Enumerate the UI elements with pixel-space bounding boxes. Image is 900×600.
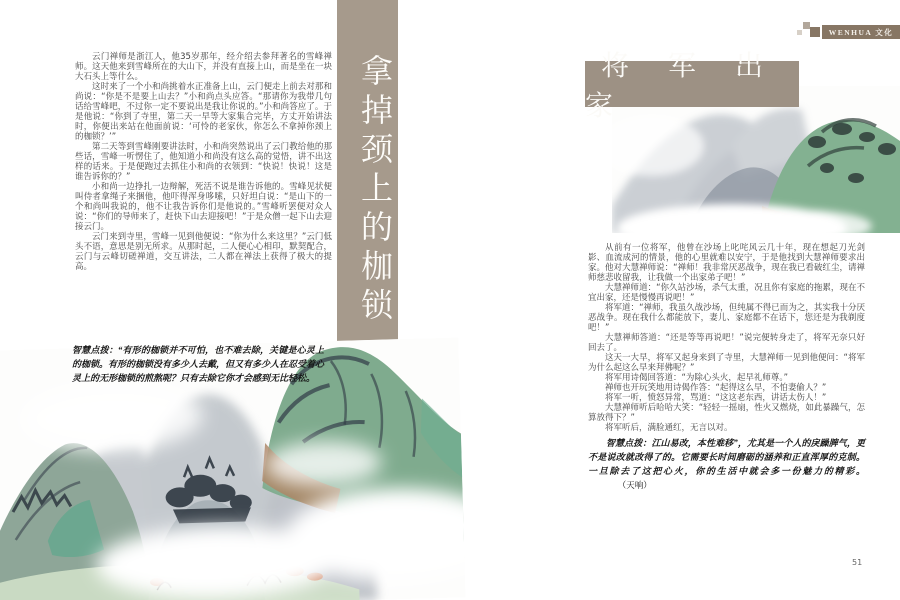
section-label: WENHUA 文化: [828, 27, 894, 37]
checker-square-icon: [797, 30, 802, 35]
article-paragraph: 大慧禅师听后哈哈大笑：“轻轻一摇扇，性火又燃烧，如此暴躁气，怎算放得下？”: [588, 403, 865, 423]
article-paragraph: 禅师也开玩笑地用诗偈作答：“起得这么早，不怕妻偷人？”: [605, 383, 827, 393]
article-paragraph: 将军听后，满脸通红，无言以对。: [605, 423, 733, 433]
left-article-title: 拿掉颈上的枷锁: [357, 54, 393, 327]
article-paragraph: 从前有一位将军，他曾在沙场上叱咤风云几十年，现在想起刀光剑影、血流成河的情景，他的心里就难以安宁，于是他找到大慧禅师要求出家。他对大慧禅师说：“禅师！我非常厌恶战争，现在我已看破红尘，请禅师慈悲收留我，让我做一个出家弟子吧！”: [588, 243, 865, 283]
article-paragraph: 小和尚一边挣扎一边辩解，死活不说是谁告诉他的。雪峰见状便叫侍者拿绳子来捆他，他吓得浑身哆嗦，只好坦白说：“是山下的一个和尚叫我说的，他不让我告诉你们是他说的。”雪峰听罢便对众人说：“你们的导师来了，赶快下山去迎接吧！”于是众僧一起下山去迎接云门。: [75, 182, 332, 232]
right-article-title-bar: [585, 51, 799, 122]
right-article-body: [588, 243, 865, 493]
section-header: [790, 16, 900, 42]
right-article-title: 将 军 出 家: [585, 51, 780, 122]
article-paragraph: 将军一听，愤怒异常，骂道：“这这老东西，讲话太伤人！”: [605, 393, 827, 403]
article-paragraph: 将军用诗偈回答道：“为除心头火，起早礼师尊。”: [605, 373, 789, 383]
article-paragraph: 云门来到寺里，雪峰一见到他便说：“你为什么来这里？”云门低头不语，意思是别无所求。从那时起，二人便心心相印，默契配合，云门与云峰切磋禅道，交互讲法，二人都在禅法上获得了极大的提高。: [75, 232, 332, 272]
left-article-title-bar: [337, 0, 398, 348]
left-article-body: [75, 52, 332, 272]
article-paragraph: 大慧禅师道：“你久站沙场，杀气太重，况且你有家庭的拖累，现在不宜出家，还是慢慢再说吧！”: [588, 283, 865, 303]
article-paragraph: 大慧禅师答道：“还是等等再说吧！”说完便转身走了，将军无奈只好回去了。: [588, 333, 865, 353]
page-number: 51: [852, 558, 863, 567]
article-paragraph: 第二天等到雪峰刚要讲法时，小和尚突然说出了云门教给他的那些话，雪峰一听愣住了，他知道小和尚没有这么高的觉悟，讲不出这样的话来。于是便跑过去抓住小和尚的衣领到：“快说！快说！这是谁告诉你的？”: [75, 142, 332, 182]
article-paragraph: 云门禅师是浙江人，他35岁那年，经介绍去参拜著名的雪峰禅师。这天他来到雪峰所在的大山下，并没有直接上山，而是坐在一块大石头上等什么。: [75, 52, 332, 82]
wisdom-note-left: 智慧点拨：“有形的枷锁并不可怕，也不难去除，关键是心灵上的枷锁。有形的枷锁没有多少人去戴，但又有多少人在忍受着心灵上的无形枷锁的煎熬呢？只有去除它你才会感到无比轻松。: [72, 345, 325, 383]
article-paragraph: 将军道：“禅师，我虽久战沙场，但纯属不得已而为之，其实我十分厌恶战争。现在我什么都能放下，妻儿、家庭都不在话下，您还是为我剃度吧！”: [588, 303, 865, 333]
article-paragraph: 这时来了一个小和尚挑着水正准备上山，云门便走上前去对那和尚说：“你是不是要上山去？”小和尚点头应答。“那请你为我带几句话给雪峰吧，不过你一定不要说出是我让你说的。”小和尚答应了。于是他说：“你到了寺里，第二天一早等大家集合完毕，方丈开始讲法时，你便出来站在他面前说：‘可怜的老家伙，你怎么不拿掉你颈上的枷锁？’”: [75, 82, 332, 142]
checker-square-icon: [810, 27, 820, 37]
checker-square-icon: [803, 22, 810, 29]
article-paragraph: 这天一大早，将军又起身来到了寺里，大慧禅师一见到他便问：“将军为什么起这么早来拜佛呢？”: [588, 353, 865, 373]
author-attribution: （天响）: [617, 481, 652, 491]
section-header-bar: [822, 25, 900, 39]
wisdom-note-right: 智慧点拨：江山易改，本性难移”，尤其是一个人的戾躁脾气，更不是说改就改得了的。它需要长时间磨砺的涵养和正直浑厚的克制。一旦除去了这把心火，你的生活中就会多一份魅力的精彩。 （天响）: [588, 438, 865, 491]
